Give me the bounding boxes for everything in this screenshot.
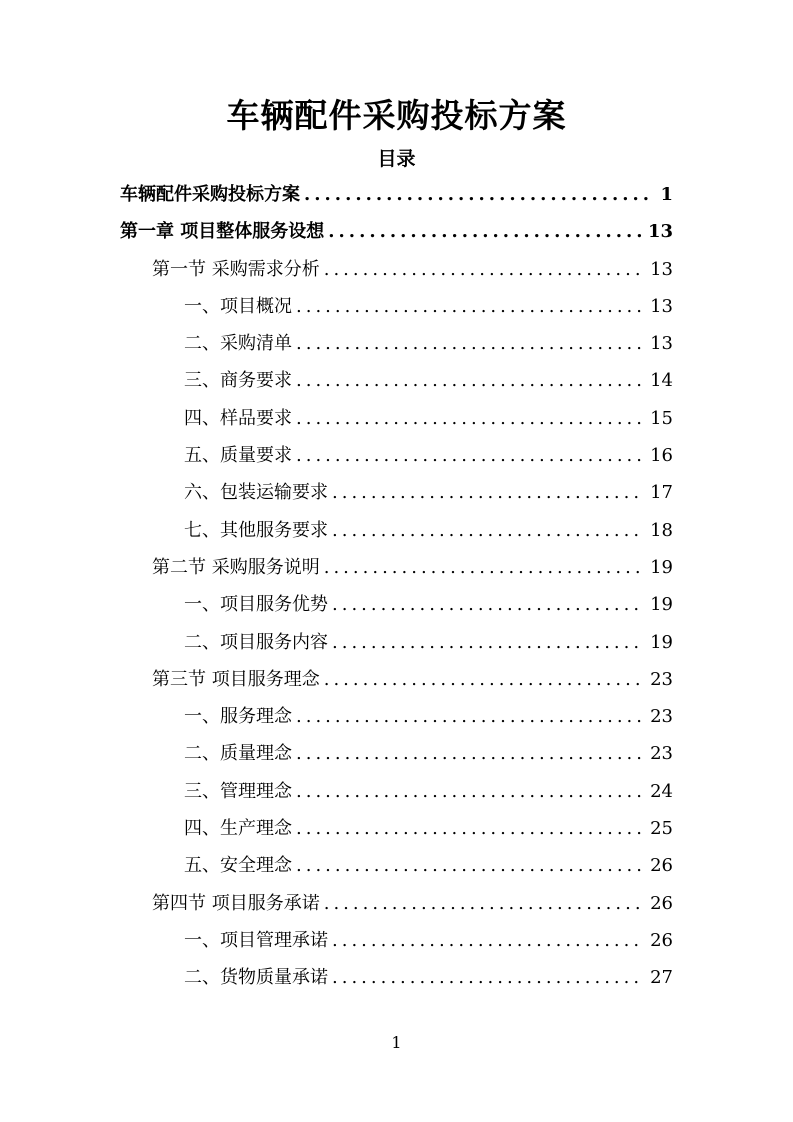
toc-entry-label: 七、其他服务要求 (184, 519, 328, 541)
toc-entry-label: 三、管理理念 (184, 780, 292, 802)
toc-entry-page: 19 (650, 631, 673, 653)
toc-entry-label: 第二节 采购服务说明 (152, 556, 320, 578)
toc-entry-page: 14 (650, 370, 673, 392)
toc-entry[interactable] (120, 256, 673, 293)
toc-leader-dots (332, 964, 644, 992)
toc-entry-label: 五、安全理念 (184, 855, 292, 877)
toc-entry[interactable] (120, 293, 673, 330)
toc-entry-label: 二、货物质量承诺 (184, 967, 328, 989)
toc-entry[interactable] (120, 479, 673, 516)
toc-entry-label: 一、项目概况 (184, 295, 292, 317)
toc-leader-dots (324, 666, 644, 694)
toc-entry-page: 1 (660, 184, 673, 205)
toc-entry-label: 一、服务理念 (184, 706, 292, 728)
toc-leader-dots (332, 629, 644, 657)
toc-entry-label: 二、采购清单 (184, 333, 292, 355)
toc-entry-label: 三、商务要求 (184, 370, 292, 392)
toc-leader-dots (296, 367, 644, 395)
toc-entry[interactable] (120, 815, 673, 852)
toc-entry-page: 16 (650, 445, 673, 467)
toc-entry-label: 第三节 项目服务理念 (152, 668, 320, 690)
toc-entry-label: 一、项目管理承诺 (184, 929, 328, 951)
toc-entry[interactable] (120, 778, 673, 815)
toc-leader-dots (296, 703, 644, 731)
toc-entry-page: 13 (650, 295, 673, 317)
toc-entry-page: 23 (650, 706, 673, 728)
toc-entry-page: 19 (650, 556, 673, 578)
toc-entry[interactable] (120, 405, 673, 442)
table-of-contents (120, 181, 673, 1002)
toc-entry-page: 26 (650, 855, 673, 877)
toc-leader-dots (332, 479, 644, 507)
toc-entry-page: 13 (647, 221, 673, 243)
toc-leader-dots (296, 293, 644, 321)
toc-entry-label: 四、样品要求 (184, 407, 292, 429)
toc-entry-page: 15 (650, 407, 673, 429)
toc-leader-dots (332, 517, 644, 545)
toc-entry[interactable] (120, 591, 673, 628)
toc-leader-dots (324, 554, 644, 582)
toc-entry-page: 24 (650, 780, 673, 802)
toc-entry-label: 第一章 项目整体服务设想 (120, 221, 325, 243)
toc-entry[interactable] (120, 890, 673, 927)
toc-leader-dots (296, 815, 644, 843)
toc-leader-dots (332, 927, 644, 955)
toc-leader-dots (324, 890, 644, 918)
toc-entry[interactable] (120, 442, 673, 479)
toc-heading: 目录 (377, 148, 416, 170)
toc-entry[interactable] (120, 181, 673, 218)
toc-entry-page: 18 (650, 519, 673, 541)
toc-entry-label: 车辆配件采购投标方案 (120, 184, 300, 205)
toc-entry[interactable] (120, 218, 673, 255)
toc-entry[interactable] (120, 740, 673, 777)
document-title: 车辆配件采购投标方案 (226, 96, 567, 135)
toc-entry-label: 一、项目服务优势 (184, 594, 328, 616)
toc-entry[interactable] (120, 517, 673, 554)
toc-entry[interactable] (120, 367, 673, 404)
toc-entry[interactable] (120, 927, 673, 964)
toc-leader-dots (328, 218, 642, 246)
toc-entry[interactable] (120, 554, 673, 591)
toc-entry-page: 13 (650, 258, 673, 280)
toc-entry[interactable] (120, 703, 673, 740)
toc-leader-dots (332, 591, 644, 619)
toc-entry[interactable] (120, 330, 673, 367)
toc-entry-page: 19 (650, 594, 673, 616)
toc-leader-dots (296, 330, 644, 358)
toc-leader-dots (296, 778, 644, 806)
toc-entry-label: 六、包装运输要求 (184, 482, 328, 504)
toc-entry[interactable] (120, 852, 673, 889)
page-number: 1 (391, 1033, 402, 1052)
toc-entry-label: 第四节 项目服务承诺 (152, 892, 320, 914)
toc-entry-page: 23 (650, 668, 673, 690)
toc-entry[interactable] (120, 666, 673, 703)
toc-leader-dots (296, 852, 644, 880)
toc-leader-dots (296, 405, 644, 433)
toc-entry-page: 26 (650, 892, 673, 914)
toc-entry-page: 26 (650, 929, 673, 951)
toc-entry-label: 五、质量要求 (184, 445, 292, 467)
toc-entry-label: 二、质量理念 (184, 743, 292, 765)
toc-leader-dots (296, 442, 644, 470)
toc-leader-dots (304, 181, 654, 209)
toc-entry-page: 25 (650, 818, 673, 840)
toc-entry-label: 四、生产理念 (184, 818, 292, 840)
toc-entry-label: 二、项目服务内容 (184, 631, 328, 653)
toc-entry-page: 13 (650, 333, 673, 355)
toc-leader-dots (296, 740, 644, 768)
toc-leader-dots (324, 256, 644, 284)
toc-entry-page: 23 (650, 743, 673, 765)
toc-entry[interactable] (120, 629, 673, 666)
toc-entry-label: 第一节 采购需求分析 (152, 258, 320, 280)
toc-entry-page: 17 (650, 482, 673, 504)
toc-entry[interactable] (120, 964, 673, 1001)
toc-entry-page: 27 (650, 967, 673, 989)
